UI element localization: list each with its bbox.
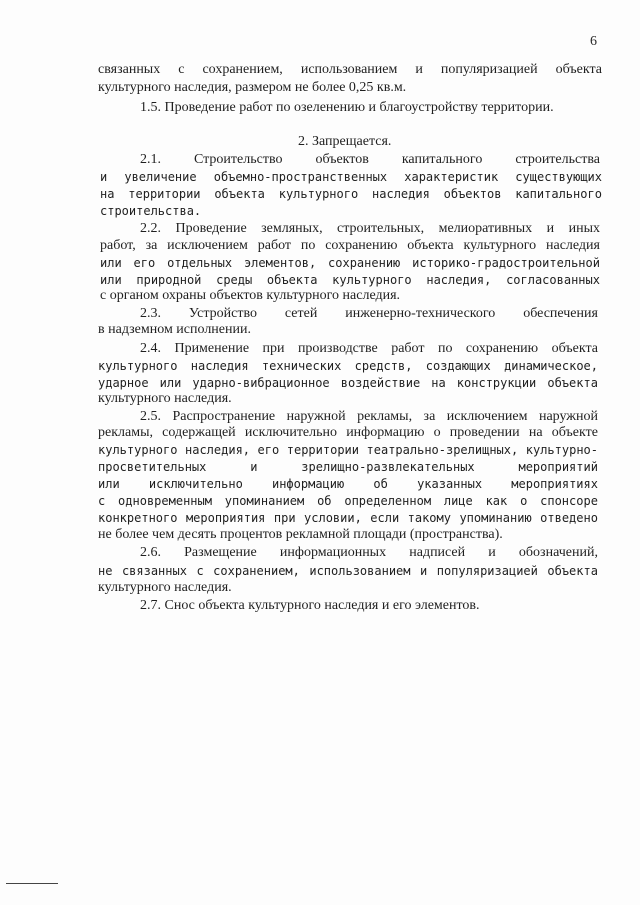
word: его [257,443,280,457]
word: Размещение [184,545,257,560]
word: мероприятий [518,460,598,474]
word: 2.1. [140,152,161,167]
text-line [140,221,600,237]
word: наследия [190,359,249,373]
page-number: 6 [590,34,597,49]
word: одновременным [118,494,212,508]
word: сохранением, [213,564,300,578]
word: наследия, [426,273,492,287]
text-line: 2.7. Снос объекта культурного наследия и его элементов. [140,598,480,613]
word: отдельных [167,256,233,270]
word: создающих [425,359,491,373]
word: проведении [449,425,520,440]
word: зрелищно-развлекательных [301,460,475,474]
word: и [546,221,555,236]
text-line: не более чем десять процентов рекламной площади (пространства). [98,527,503,542]
word: об [373,477,388,491]
text-line [100,238,600,254]
word: использованием [300,62,398,77]
word: культурно- [525,443,598,457]
word: 2.5. [140,409,161,424]
word: связанных [98,62,161,77]
section-heading: 2. Запрещается. [298,134,392,149]
text-line [98,62,602,78]
word: указанных [417,477,483,491]
word: лице [443,494,473,508]
word: строительных, [337,221,425,236]
word: спонсоре [540,494,598,508]
text-line: культурного наследия. [98,580,232,595]
word: связанных [121,564,187,578]
word: на [528,425,543,440]
word: среды [216,273,253,287]
word: о [520,494,528,508]
word: характеристик [404,170,499,184]
word: объекта [547,564,598,578]
word: по [300,238,316,253]
word: мероприятия [185,511,266,525]
word: технических [261,359,342,373]
text-line [100,255,600,271]
word: рекламы, [357,409,413,424]
text-line: культурного наследия, размером не более 0,25 кв.м. [98,80,407,95]
word: территории [286,443,359,457]
text-line [100,272,600,288]
text-line: культурного наследия. [98,391,232,406]
word: строительства [515,152,600,167]
word: объекта [214,187,265,201]
word: надписей [409,545,466,560]
word: упоминанием [224,494,305,508]
word: информацию [346,425,425,440]
word: или [98,477,120,491]
word: об [317,494,332,508]
text-line [98,425,598,441]
text-line: в надземном исполнении. [98,322,251,337]
word: за [423,409,436,424]
text-line [98,442,598,458]
text-line [98,358,598,374]
word: объекта [555,62,602,77]
word: театрально-зрелищных, [366,443,519,457]
text-line [140,341,598,357]
word: и [420,564,428,578]
word: наследия [545,238,600,253]
text-line [98,563,598,579]
word: ударное [98,376,149,390]
word: такому [407,511,451,525]
word: с [98,494,106,508]
word: информационных [279,545,387,560]
word: или [100,273,122,287]
word: инженерно-технического [345,306,496,321]
word: исключительно [148,477,243,491]
word: культурного [332,273,412,287]
word: объектов [443,187,502,201]
footer-rule [6,883,58,884]
word: популяризацией [436,564,538,578]
word: согласованных [506,273,600,287]
text-line [100,169,602,185]
word: отведено [540,511,598,525]
word: по [437,341,453,356]
word: производстве [297,341,378,356]
word: культурного [463,238,537,253]
word: обеспечения [523,306,598,321]
word: популяризацией [440,62,538,77]
text-line [140,545,598,561]
word: мероприятиях [511,477,598,491]
word: увеличение [124,170,197,184]
word: конкретного [98,511,178,525]
word: исключительно [244,425,338,440]
word: просветительных [98,460,207,474]
word: воздействие [340,376,421,390]
word: на [100,187,115,201]
word: сохранению [465,341,539,356]
word: при [262,341,285,356]
word: мелиоративных [438,221,533,236]
word: Устройство [188,306,257,321]
text-line [98,510,598,526]
word: и [250,460,258,474]
word: объекте [551,425,598,440]
word: работ [391,341,425,356]
word: природной [136,273,202,287]
word: как [485,494,508,508]
word: при [273,511,296,525]
word: наследия [372,187,430,201]
text-line [98,459,598,475]
word: Распространение [172,409,276,424]
word: информацию [271,477,345,491]
word: содержащей [162,425,236,440]
word: сетей [284,306,318,321]
word: Строительство [193,152,283,167]
word: определенном [344,494,432,508]
word: с [196,564,204,578]
word: использованием [309,564,411,578]
text-line: 1.5. Проведение работ по озеленению и благоустройству территории. [140,100,554,115]
word: конструкции [456,376,537,390]
word: обозначений, [518,545,598,560]
word: если [370,511,400,525]
word: земляных, [261,221,323,236]
word: и [415,62,423,77]
word: его [133,256,156,270]
word: и [100,170,108,184]
word: элементов, [243,256,317,270]
word: не [98,564,113,578]
word: Применение [174,341,250,356]
word: сохранением, [202,62,283,77]
word: капитального [515,187,602,201]
word: исключением [446,409,528,424]
word: объекта [407,238,454,253]
word: 2.4. [140,341,161,356]
word: объемно-пространственных [213,170,388,184]
text-line: строительства. [100,204,202,218]
word: или [100,256,122,270]
word: с [178,62,185,77]
word: культурного [278,187,359,201]
word: сохранению [328,256,401,270]
word: или [159,376,182,390]
word: рекламы, [98,425,153,440]
word: и [488,545,496,560]
word: иных [568,221,600,236]
word: 2.3. [140,306,161,321]
word: объекта [551,341,598,356]
word: культурного [98,359,178,373]
word: 2.2. [140,221,161,236]
word: динамическое, [504,359,598,373]
text-line [140,306,598,322]
text-line [98,375,598,391]
word: упоминанию [459,511,532,525]
word: историко-градостроительной [412,256,600,270]
text-line [140,409,598,425]
word: наружной [286,409,346,424]
word: исключением [167,238,248,253]
word: о [433,425,441,440]
text-line [98,493,598,509]
word: за [145,238,158,253]
word: культурного [98,443,178,457]
word: капитального [401,152,483,167]
word: объекта [266,273,318,287]
word: условии, [304,511,362,525]
word: на [431,376,446,390]
word: работ [257,238,292,253]
word: территории [128,187,201,201]
text-line [100,186,602,202]
word: работ, [100,238,136,253]
text-line [140,152,600,168]
word: Проведение [175,221,247,236]
text-line: с органом охраны объектов культурного наследия. [100,288,401,303]
word: 2.6. [140,545,161,560]
word: существующих [515,170,602,184]
word: объекта [547,376,598,390]
word: средств, [354,359,413,373]
word: ударно-вибрационное [192,376,330,390]
word: наружной [538,409,598,424]
word: объектов [315,152,369,167]
text-line [98,476,598,492]
word: сохранению [325,238,398,253]
word: наследия, [185,443,251,457]
